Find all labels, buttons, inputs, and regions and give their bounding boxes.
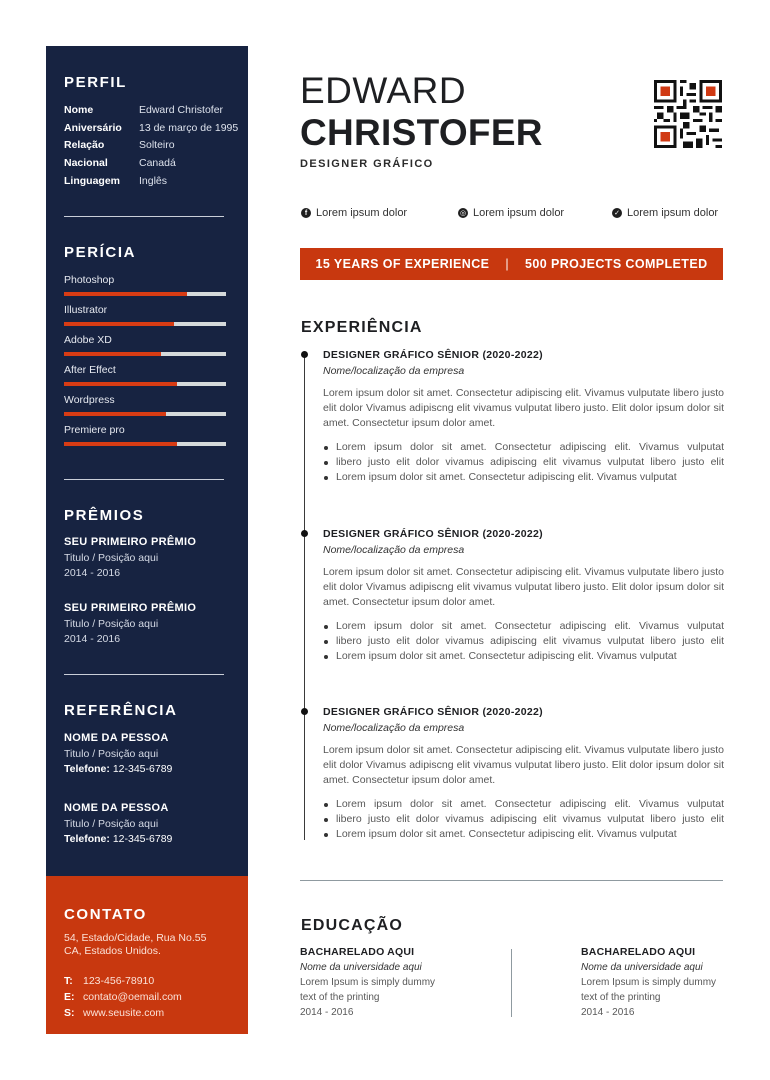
qr-code-icon bbox=[654, 80, 722, 148]
last-name: CHRISTOFER bbox=[300, 112, 543, 153]
job-bullets bbox=[323, 440, 724, 485]
job-company: Nome/localização da empresa bbox=[323, 722, 465, 734]
education-heading: EDUCAÇÃO bbox=[301, 917, 404, 934]
education-text: Lorem Ipsum is simply dummy bbox=[300, 977, 436, 988]
profile-value: 13 de março de 1995 bbox=[139, 122, 239, 134]
award-item bbox=[64, 535, 196, 582]
contact-heading: CONTATO bbox=[64, 906, 147, 923]
education-text: text of the printing bbox=[581, 992, 661, 1003]
job-title: DESIGNER GRÁFICO SÊNIOR (2020-2022) bbox=[323, 706, 543, 718]
profile-label: Nacional bbox=[64, 157, 108, 169]
skill-illustrator bbox=[64, 304, 226, 316]
job-role: DESIGNER GRÁFICO bbox=[300, 158, 434, 170]
university: Nome da universidade aqui bbox=[581, 962, 703, 973]
stats-banner bbox=[300, 248, 723, 280]
bullet-item: Lorem ipsum dolor sit amet. Consectetur adipiscing elit. Vivamus vulputat bbox=[323, 649, 724, 664]
skill-fill bbox=[64, 382, 177, 386]
bullet-item: libero justo elit dolor vivamus adipiscing elit vivamus vulputat libero justo elit bbox=[323, 812, 724, 827]
banner-experience: 15 YEARS OF EXPERIENCE bbox=[315, 257, 490, 271]
bullet-item: Lorem ipsum dolor sit amet. Consectetur adipiscing elit. Vivamus vulputat bbox=[323, 827, 724, 842]
contact-site[interactable] bbox=[64, 1007, 164, 1019]
social-label: Lorem ipsum dolor bbox=[627, 207, 719, 219]
banner-separator: | bbox=[505, 257, 510, 271]
social-label: Lorem ipsum dolor bbox=[473, 207, 565, 219]
skill-name: Premiere pro bbox=[64, 424, 125, 436]
instagram-icon: ◎ bbox=[459, 209, 467, 217]
degree: BACHARELADO AQUI bbox=[581, 946, 696, 958]
profile-value: Canadá bbox=[139, 157, 176, 169]
education-item bbox=[581, 945, 751, 1020]
timeline-dot bbox=[301, 530, 308, 537]
contact-address bbox=[64, 932, 206, 958]
reference-item bbox=[64, 731, 172, 778]
divider bbox=[64, 216, 224, 217]
phone-label: Telefone: bbox=[64, 833, 110, 845]
reference-phone bbox=[64, 832, 172, 848]
reference-phone bbox=[64, 762, 172, 778]
contact-panel bbox=[46, 876, 248, 1034]
job-bullets bbox=[323, 619, 724, 664]
reference-item bbox=[64, 801, 172, 848]
profile-label: Nome bbox=[64, 104, 94, 116]
skill-name: After Effect bbox=[64, 364, 116, 376]
skill-bar bbox=[64, 442, 226, 446]
reference-name: NOME DA PESSOA bbox=[64, 802, 169, 814]
bullet-item: libero justo elit dolor vivamus adipiscing elit vivamus vulputat libero justo elit bbox=[323, 634, 724, 649]
section-divider bbox=[300, 880, 723, 881]
skill-premiere-pro bbox=[64, 424, 226, 436]
skill-bar bbox=[64, 292, 226, 296]
profile-label: Linguagem bbox=[64, 175, 121, 187]
address-line: 54, Estado/Cidade, Rua No.55 bbox=[64, 932, 207, 944]
first-name: EDWARD bbox=[300, 70, 467, 111]
reference-subtitle: Titulo / Posição aqui bbox=[64, 747, 159, 760]
skill-wordpress bbox=[64, 394, 226, 406]
timeline-dot bbox=[301, 708, 308, 715]
award-title: SEU PRIMEIRO PRÊMIO bbox=[64, 536, 197, 548]
degree: BACHARELADO AQUI bbox=[300, 946, 415, 958]
contact-email[interactable] bbox=[64, 991, 182, 1003]
banner-projects: 500 PROJECTS COMPLETED bbox=[525, 257, 708, 271]
university: Nome da universidade aqui bbox=[300, 962, 422, 973]
profile-label: Relação bbox=[64, 139, 105, 151]
job-bullets bbox=[323, 797, 724, 842]
skill-fill bbox=[64, 352, 161, 356]
skill-name: Photoshop bbox=[64, 274, 115, 286]
skill-fill bbox=[64, 292, 187, 296]
job-description: Lorem ipsum dolor sit amet. Consectetur adipiscing elit. Vivamus vulputate libero justo elit dolor Vivamus adipiscng elit vivamus vulputat libero justo. Elit dolor ipsum dolor sit amet. Consectetur ipsum dolor amet. bbox=[323, 744, 724, 786]
skill-bar bbox=[64, 352, 226, 356]
facebook-icon: f bbox=[301, 208, 311, 218]
skill-name: Wordpress bbox=[64, 394, 115, 406]
bullet-item: Lorem ipsum dolor sit amet. Consectetur adipiscing elit. Vivamus vulputat bbox=[323, 440, 724, 455]
address-line: CA, Estados Unidos. bbox=[64, 945, 161, 957]
job-description: Lorem ipsum dolor sit amet. Consectetur adipiscing elit. Vivamus vulputate libero justo elit dolor Vivamus adipiscng elit vivamus vulputat libero justo. Elit dolor ipsum dolor sit amet. Consectetur ipsum dolor amet. bbox=[323, 387, 724, 429]
phone-label: Telefone: bbox=[64, 763, 110, 775]
skills-heading: PERÍCIA bbox=[64, 244, 137, 261]
references-heading: REFERÊNCIA bbox=[64, 702, 178, 719]
skill-fill bbox=[64, 412, 166, 416]
skill-name: Illustrator bbox=[64, 304, 108, 316]
education-item bbox=[300, 945, 470, 1020]
education-years: 2014 - 2016 bbox=[300, 1007, 354, 1018]
divider bbox=[64, 479, 224, 480]
profile-value: Inglês bbox=[139, 175, 168, 187]
award-subtitle: Titulo / Posição aqui bbox=[64, 617, 159, 630]
social-twitter[interactable] bbox=[612, 207, 718, 219]
phone-value: 12-345-6789 bbox=[112, 763, 173, 775]
skill-photoshop bbox=[64, 274, 226, 286]
social-label: Lorem ipsum dolor bbox=[316, 207, 408, 219]
phone-value: 12-345-6789 bbox=[112, 833, 173, 845]
divider bbox=[64, 674, 224, 675]
education-years: 2014 - 2016 bbox=[581, 1007, 635, 1018]
phone-label: T: bbox=[64, 975, 73, 987]
site-label: S: bbox=[64, 1007, 75, 1019]
bullet-item: Lorem ipsum dolor sit amet. Consectetur adipiscing elit. Vivamus vulputat bbox=[323, 470, 724, 485]
contact-phone bbox=[64, 975, 154, 987]
award-title: SEU PRIMEIRO PRÊMIO bbox=[64, 602, 197, 614]
skill-bar bbox=[64, 322, 226, 326]
education-separator bbox=[511, 949, 512, 1017]
email-link[interactable]: contato@oemail.com bbox=[83, 991, 182, 1003]
profile-heading: PERFIL bbox=[64, 74, 127, 91]
social-instagram[interactable] bbox=[458, 207, 564, 219]
job-company: Nome/localização da empresa bbox=[323, 365, 465, 377]
job-title: DESIGNER GRÁFICO SÊNIOR (2020-2022) bbox=[323, 349, 543, 361]
job-title: DESIGNER GRÁFICO SÊNIOR (2020-2022) bbox=[323, 528, 543, 540]
award-years: 2014 - 2016 bbox=[64, 567, 121, 579]
skill-name: Adobe XD bbox=[64, 334, 112, 346]
bullet-item: Lorem ipsum dolor sit amet. Consectetur adipiscing elit. Vivamus vulputat bbox=[323, 619, 724, 634]
job-description: Lorem ipsum dolor sit amet. Consectetur adipiscing elit. Vivamus vulputate libero justo elit dolor Vivamus adipiscng elit vivamus vulputat libero justo. Elit dolor ipsum dolor sit amet. Consectetur ipsum dolor amet. bbox=[323, 566, 724, 608]
skill-bar bbox=[64, 382, 226, 386]
email-label: E: bbox=[64, 991, 75, 1003]
timeline-dot bbox=[301, 351, 308, 358]
reference-name: NOME DA PESSOA bbox=[64, 732, 169, 744]
bullet-item: Lorem ipsum dolor sit amet. Consectetur adipiscing elit. Vivamus vulputat bbox=[323, 797, 724, 812]
profile-value: Edward Christofer bbox=[139, 104, 224, 116]
profile-label: Aniversário bbox=[64, 122, 122, 134]
sidebar bbox=[46, 46, 248, 876]
award-years: 2014 - 2016 bbox=[64, 633, 121, 645]
skill-bar bbox=[64, 412, 226, 416]
skill-adobe-xd bbox=[64, 334, 226, 346]
education-text: text of the printing bbox=[300, 992, 380, 1003]
award-item bbox=[64, 601, 196, 648]
website-link[interactable]: www.seusite.com bbox=[83, 1007, 165, 1019]
skill-fill bbox=[64, 322, 174, 326]
phone-value: 123-456-78910 bbox=[83, 975, 155, 987]
job-company: Nome/localização da empresa bbox=[323, 544, 465, 556]
awards-heading: PRÊMIOS bbox=[64, 507, 145, 524]
social-facebook[interactable] bbox=[301, 207, 407, 219]
skill-fill bbox=[64, 442, 177, 446]
twitter-icon: ✓ bbox=[612, 208, 622, 218]
award-subtitle: Titulo / Posição aqui bbox=[64, 551, 159, 564]
reference-subtitle: Titulo / Posição aqui bbox=[64, 817, 159, 830]
timeline-line bbox=[304, 355, 305, 840]
profile-value: Solteiro bbox=[139, 139, 175, 151]
education-text: Lorem Ipsum is simply dummy bbox=[581, 977, 717, 988]
skill-after-effect bbox=[64, 364, 226, 376]
bullet-item: libero justo elit dolor vivamus adipiscing elit vivamus vulputat libero justo elit bbox=[323, 455, 724, 470]
experience-heading: EXPERIÊNCIA bbox=[301, 319, 423, 336]
